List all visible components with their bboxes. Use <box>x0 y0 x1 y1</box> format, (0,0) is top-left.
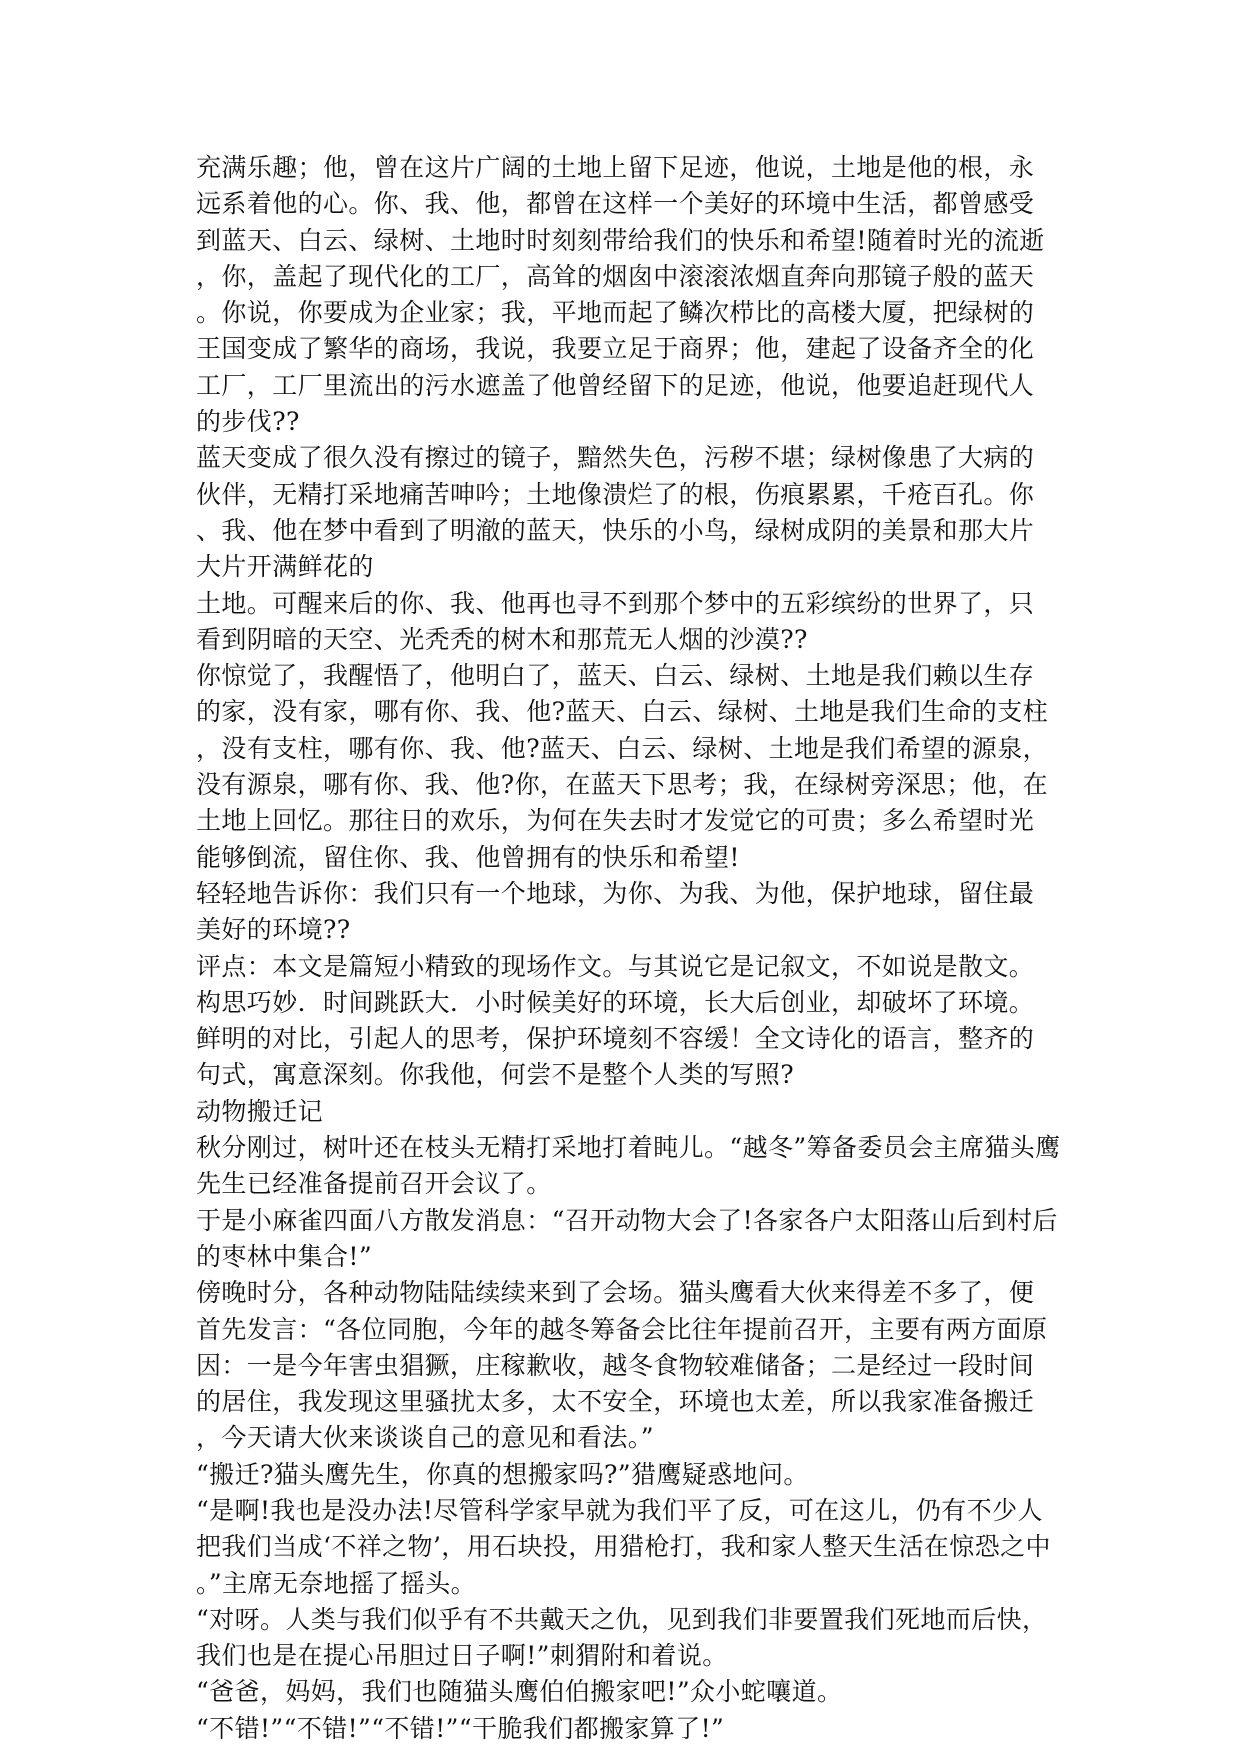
text-line: “对呀。人类与我们似乎有不共戴天之仇，见到我们非要置我们死地而后快， <box>196 1604 1048 1634</box>
text-line: 傍晚时分，各种动物陆陆续续来到了会场。猫头鹰看大伙来得差不多了，便 <box>196 1278 1035 1308</box>
text-line: 伙伴，无精打采地痛苦呻吟；土地像溃烂了的根，伤痕累累，千疮百孔。你 <box>196 479 1035 509</box>
text-line: ，今天请大伙来谈谈自己的意见和看法。” <box>196 1423 654 1453</box>
text-line: 充满乐趣；他，曾在这片广阔的土地上留下足迹，他说，土地是他的根，永 <box>196 153 1035 182</box>
text-line: 评点：本文是篇短小精致的现场作文。与其说它是记叙文，不如说是散文。 <box>196 951 1035 981</box>
text-line: 动物搬迁记 <box>196 1096 324 1126</box>
text-line: 大片开满鲜花的 <box>196 552 374 582</box>
text-line: ，没有支柱，哪有你、我、他?蓝天、白云、绿树、土地是我们希望的源泉， <box>196 733 1049 763</box>
text-line: 的家，没有家，哪有你、我、他?蓝天、白云、绿树、土地是我们生命的支柱 <box>196 697 1049 727</box>
text-line: 秋分刚过，树叶还在枝头无精打采地打着盹儿。“越冬”筹备委员会主席猫头鹰 <box>196 1133 1061 1163</box>
text-line: 到蓝天、白云、绿树、土地时时刻刻带给我们的快乐和希望!随着时光的流逝 <box>196 225 1045 255</box>
text-line: 看到阴暗的天空、光秃秃的树木和那荒无人烟的沙漠?? <box>196 624 808 654</box>
text-line: 句式，寓意深刻。你我他，何尝不是整个人类的写照? <box>196 1060 795 1090</box>
text-line: 轻轻地告诉你：我们只有一个地球，为你、为我、为他，保护地球，留住最 <box>196 878 1035 908</box>
text-line: 构思巧妙．时间跳跃大．小时候美好的环境，长大后创业，却破坏了环境。 <box>196 987 1035 1017</box>
text-line: 美好的环境?? <box>196 915 351 945</box>
text-line: 王国变成了繁华的商场，我说，我要立足于商界；他，建起了设备齐全的化 <box>196 334 1035 364</box>
text-line: “是啊!我也是没办法!尽管科学家早就为我们平了反，可在这儿，仍有不少人 <box>196 1495 1043 1525</box>
text-line: 鲜明的对比，引起人的思考，保护环境刻不容缓！全文诗化的语言，整齐的 <box>196 1024 1035 1054</box>
text-line: 土地上回忆。那往日的欢乐，为何在失去时才发觉它的可贵；多么希望时光 <box>196 806 1035 836</box>
text-line: 、我、他在梦中看到了明澈的蓝天，快乐的小鸟，绿树成阴的美景和那大片 <box>196 515 1035 545</box>
text-line: 。”主席无奈地摇了摇头。 <box>196 1568 477 1598</box>
text-line: 的居住，我发现这里骚扰太多，太不安全，环境也太差，所以我家准备搬迁 <box>196 1387 1035 1417</box>
text-line: 你惊觉了，我醒悟了，他明白了，蓝天、白云、绿树、土地是我们赖以生存 <box>196 661 1035 691</box>
text-line: 的枣林中集合!” <box>196 1241 373 1271</box>
text-line: 工厂，工厂里流出的污水遮盖了他曾经留下的足迹，他说，他要追赶现代人 <box>196 370 1035 400</box>
text-line: 没有源泉，哪有你、我、他?你，在蓝天下思考；我，在绿树旁深思；他，在 <box>196 770 1049 800</box>
text-line: “搬迁?猫头鹰先生，你真的想搬家吗?”猎鹰疑惑地问。 <box>196 1459 809 1489</box>
text-line: 。你说，你要成为企业家；我，平地而起了鳞次栉比的高楼大厦，把绿树的 <box>196 298 1035 328</box>
text-line: 因：一是今年害虫猖獗，庄稼歉收，越冬食物较难储备；二是经过一段时间 <box>196 1350 1035 1380</box>
text-line: 把我们当成‘不祥之物’，用石块投，用猎枪打，我和家人整天生活在惊恐之中 <box>196 1532 1051 1562</box>
text-line: ，你，盖起了现代化的工厂，高耸的烟囱中滚滚浓烟直奔向那镜子般的蓝天 <box>196 261 1035 291</box>
text-line: “不错!”“不错!”“不错!”“干脆我们都搬家算了!” <box>196 1713 725 1743</box>
text-line: 先生已经准备提前召开会议了。 <box>196 1169 552 1199</box>
text-line: 我们也是在提心吊胆过日子啊!”刺猬附和着说。 <box>196 1641 728 1671</box>
text-line: 远系着他的心。你、我、他，都曾在这样一个美好的环境中生活，都曾感受 <box>196 189 1035 219</box>
text-line: 的步伐?? <box>196 407 300 437</box>
text-line: 于是小麻雀四面八方散发消息：“召开动物大会了!各家各户太阳落山后到村后 <box>196 1205 1058 1235</box>
text-line: “爸爸，妈妈，我们也随猫头鹰伯伯搬家吧!”众小蛇嚷道。 <box>196 1677 843 1707</box>
text-line: 蓝天变成了很久没有擦过的镜子，黯然失色，污秽不堪；绿树像患了大病的 <box>196 443 1035 473</box>
text-line: 能够倒流，留住你、我、他曾拥有的快乐和希望! <box>196 842 740 872</box>
text-line: 土地。可醒来后的你、我、他再也寻不到那个梦中的五彩缤纷的世界了，只 <box>196 588 1035 618</box>
text-line: 首先发言：“各位同胞，今年的越冬筹备会比往年提前召开，主要有两方面原 <box>196 1314 1048 1344</box>
document-page <box>196 150 1061 1750</box>
